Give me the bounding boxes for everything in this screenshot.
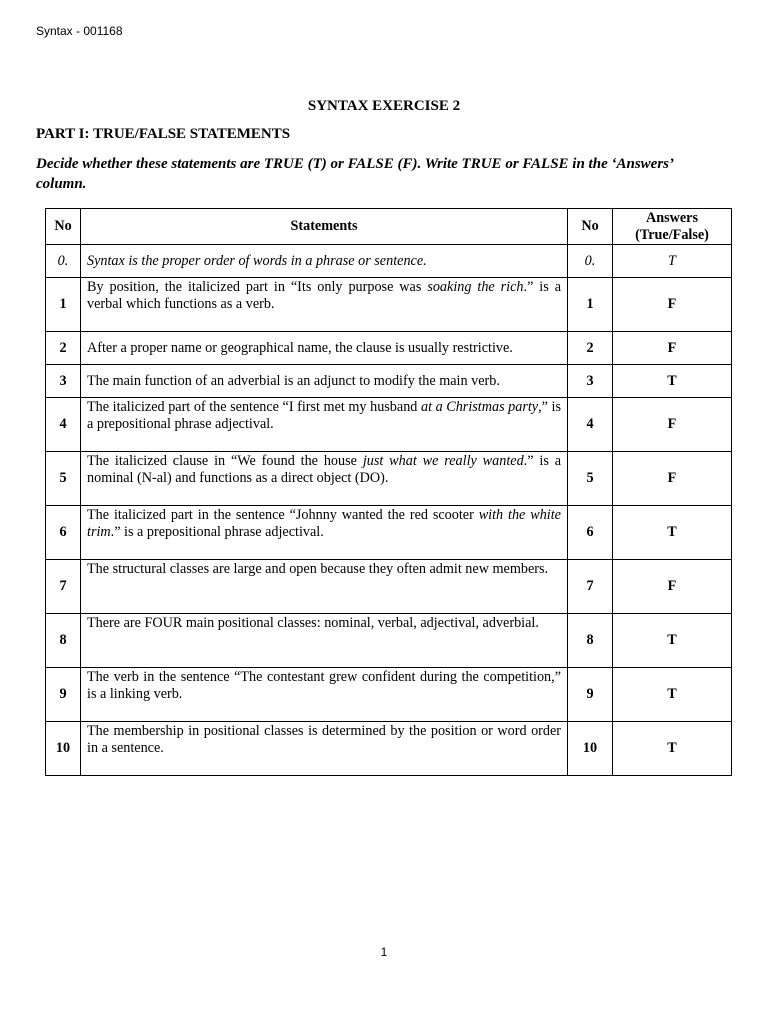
header-statements: Statements <box>81 209 568 245</box>
statement-text: After a proper name or geographical name, the clause is usually restrictive. <box>87 339 513 356</box>
row-number: 7 <box>46 560 81 614</box>
statement-italic-part: soaking the rich <box>427 279 524 295</box>
statement-text: By position, the italicized part in “Its only purpose was <box>87 279 428 295</box>
row-answer: F <box>613 278 732 332</box>
table-row <box>46 452 732 506</box>
table-row <box>46 332 732 365</box>
row-answer: F <box>613 398 732 452</box>
statement-text: The main function of an adverbial is an adjunct to modify the main verb. <box>87 372 500 389</box>
statement-text: There are FOUR main positional classes: nominal, verbal, adjectival, adverbial. <box>87 615 539 631</box>
statement-text: The verb in the sentence “The contestant grew confident during the competition,” is a linking verb. <box>87 669 561 702</box>
statement-text: .” is a verbal which functions as a verb. <box>87 279 561 312</box>
row-answer: T <box>613 614 732 668</box>
row-number-2: 6 <box>568 506 613 560</box>
row-number: 10 <box>46 722 81 776</box>
table-row <box>46 398 732 452</box>
row-statement <box>81 365 568 398</box>
example-row <box>46 245 732 278</box>
table-row <box>46 506 732 560</box>
header-answers-line1: Answers <box>645 209 699 226</box>
example-no-2: 0. <box>568 245 613 278</box>
row-number-2: 7 <box>568 560 613 614</box>
row-number-2: 5 <box>568 452 613 506</box>
header-answers <box>613 209 732 245</box>
table-row <box>46 278 732 332</box>
table-row <box>46 614 732 668</box>
row-answer: T <box>613 722 732 776</box>
document-code: Syntax - 001168 <box>36 24 123 38</box>
statement-italic-part: just what we really wanted <box>362 453 524 469</box>
header-answers-line2: (True/False) <box>635 226 709 243</box>
row-answer: F <box>613 452 732 506</box>
row-statement <box>81 332 568 365</box>
instructions-text: Decide whether these statements are TRUE (T) or FALSE (F). Write TRUE or FALSE in the ‘Answers’ column. <box>36 156 673 192</box>
row-number: 6 <box>46 506 81 560</box>
statement-text: The membership in positional classes is determined by the position or word order in a sentence. <box>87 723 561 756</box>
example-answer: T <box>613 245 732 278</box>
row-number-2: 3 <box>568 365 613 398</box>
example-statement: Syntax is the proper order of words in a phrase or sentence. <box>81 245 568 278</box>
statements-table <box>45 208 732 776</box>
row-number: 8 <box>46 614 81 668</box>
statement-text: .” is a prepositional phrase adjectival. <box>110 524 324 540</box>
example-no: 0. <box>46 245 81 278</box>
row-statement <box>81 560 568 614</box>
row-number: 9 <box>46 668 81 722</box>
statement-italic-part: at a Christmas party <box>420 399 539 415</box>
row-answer: F <box>613 560 732 614</box>
header-no: No <box>46 209 81 245</box>
row-answer: T <box>613 668 732 722</box>
row-statement <box>81 722 568 776</box>
row-number-2: 9 <box>568 668 613 722</box>
row-statement <box>81 506 568 560</box>
row-number: 2 <box>46 332 81 365</box>
statement-text: .” is a nominal (N-al) and functions as a direct object (DO). <box>87 453 561 486</box>
row-number-2: 2 <box>568 332 613 365</box>
table-header-row <box>46 209 732 245</box>
page-number: 1 <box>380 945 388 959</box>
statement-text: The italicized part of the sentence “I first met my husband <box>87 399 421 415</box>
header-no-2: No <box>568 209 613 245</box>
row-statement <box>81 452 568 506</box>
table-row <box>46 668 732 722</box>
exercise-title: SYNTAX EXERCISE 2 <box>307 98 461 114</box>
statement-text: The italicized part in the sentence “Johnny wanted the red scooter <box>87 507 479 523</box>
statement-text: The structural classes are large and open because they often admit new members. <box>87 561 549 577</box>
row-answer: T <box>613 506 732 560</box>
table-row <box>46 722 732 776</box>
row-number-2: 4 <box>568 398 613 452</box>
statement-italic-part: with the white trim <box>87 507 561 540</box>
row-statement <box>81 278 568 332</box>
row-statement <box>81 668 568 722</box>
statement-text: ,” is a prepositional phrase adjectival. <box>87 399 561 432</box>
part-heading: PART I: TRUE/FALSE STATEMENTS <box>36 126 291 142</box>
table-row <box>46 365 732 398</box>
row-number: 1 <box>46 278 81 332</box>
row-number-2: 10 <box>568 722 613 776</box>
row-answer: T <box>613 365 732 398</box>
row-number: 4 <box>46 398 81 452</box>
row-statement <box>81 398 568 452</box>
row-statement <box>81 614 568 668</box>
row-answer: F <box>613 332 732 365</box>
row-number: 3 <box>46 365 81 398</box>
table-row <box>46 560 732 614</box>
statement-text: The italicized clause in “We found the house <box>87 453 363 469</box>
row-number: 5 <box>46 452 81 506</box>
row-number-2: 8 <box>568 614 613 668</box>
row-number-2: 1 <box>568 278 613 332</box>
